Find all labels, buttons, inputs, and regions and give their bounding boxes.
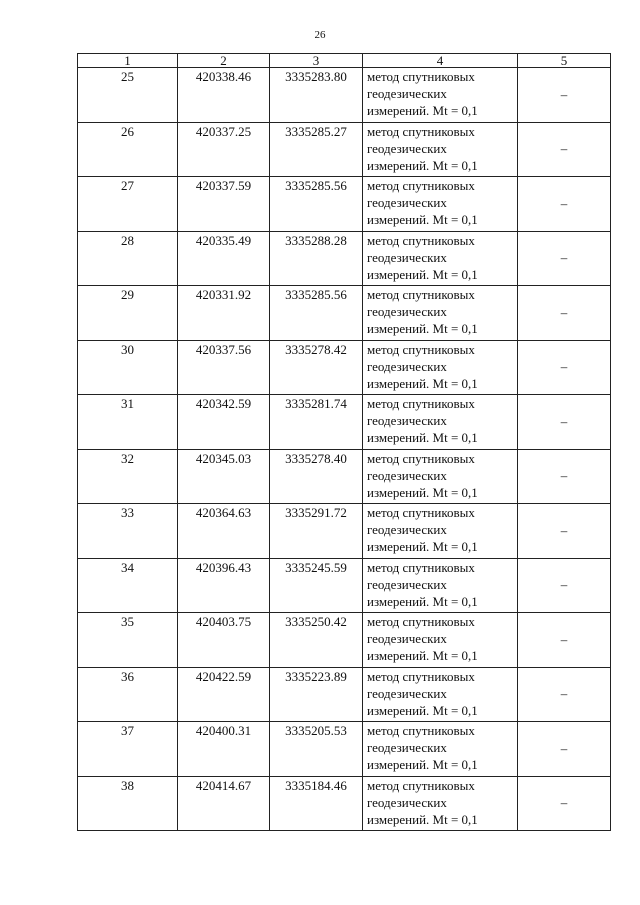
table-row — [78, 449, 611, 504]
point-number: 38 — [78, 776, 178, 831]
table-row — [78, 286, 611, 341]
method-line-3: измерений. Mt = 0,1 — [367, 811, 478, 827]
note-dash: – — [518, 122, 611, 177]
note-dash: – — [518, 340, 611, 395]
method-cell — [363, 286, 518, 341]
y-coordinate: 3335278.42 — [270, 340, 363, 395]
method-line-3: измерений. Mt = 0,1 — [367, 375, 478, 391]
method-line-3: измерений. Mt = 0,1 — [367, 702, 478, 718]
note-dash: – — [518, 667, 611, 722]
y-coordinate: 3335288.28 — [270, 231, 363, 286]
method-line-1: метод спутниковых — [367, 559, 475, 575]
method-line-1: метод спутниковых — [367, 396, 475, 411]
point-number: 28 — [78, 231, 178, 286]
method-cell — [363, 504, 518, 559]
method-line-3: измерений. Mt = 0,1 — [367, 212, 478, 227]
x-coordinate: 420337.59 — [178, 177, 270, 232]
note-dash: – — [518, 776, 611, 831]
method-line-2: геодезических — [367, 740, 447, 755]
method-line-3: измерений. Mt = 0,1 — [367, 266, 478, 282]
method-cell — [363, 395, 518, 450]
x-coordinate: 420403.75 — [178, 613, 270, 668]
method-cell — [363, 231, 518, 286]
y-coordinate: 3335285.56 — [270, 177, 363, 232]
table-row — [78, 722, 611, 777]
method-cell — [363, 449, 518, 504]
x-coordinate: 420335.49 — [178, 231, 270, 286]
point-number: 35 — [78, 613, 178, 668]
x-coordinate: 420337.25 — [178, 122, 270, 177]
x-coordinate: 420364.63 — [178, 504, 270, 559]
method-line-1: метод спутниковых — [367, 232, 475, 248]
y-coordinate: 3335278.40 — [270, 449, 363, 504]
note-dash: – — [518, 177, 611, 232]
method-line-2: геодезических — [367, 358, 447, 374]
x-coordinate: 420342.59 — [178, 395, 270, 450]
header-col-3: 3 — [270, 54, 363, 68]
method-line-1: метод спутниковых — [367, 341, 475, 357]
method-line-1: метод спутниковых — [367, 69, 475, 84]
table-row — [78, 504, 611, 559]
method-cell — [363, 667, 518, 722]
method-line-2: геодезических — [367, 576, 447, 592]
table-row — [78, 613, 611, 668]
note-dash: – — [518, 68, 611, 123]
y-coordinate: 3335281.74 — [270, 395, 363, 450]
method-line-2: геодезических — [367, 140, 447, 156]
method-line-3: измерений. Mt = 0,1 — [367, 484, 478, 500]
point-number: 36 — [78, 667, 178, 722]
y-coordinate: 3335184.46 — [270, 776, 363, 831]
method-line-1: метод спутниковых — [367, 614, 475, 629]
note-dash: – — [518, 558, 611, 613]
method-line-2: геодезических — [367, 304, 447, 319]
point-number: 37 — [78, 722, 178, 777]
method-line-3: измерений. Mt = 0,1 — [367, 539, 478, 554]
method-line-3: измерений. Mt = 0,1 — [367, 593, 478, 609]
method-line-1: метод спутниковых — [367, 668, 475, 684]
method-line-2: геодезических — [367, 195, 447, 210]
note-dash: – — [518, 395, 611, 450]
method-line-3: измерений. Mt = 0,1 — [367, 321, 478, 336]
y-coordinate: 3335285.56 — [270, 286, 363, 341]
table-row — [78, 122, 611, 177]
method-cell — [363, 177, 518, 232]
point-number: 33 — [78, 504, 178, 559]
x-coordinate: 420422.59 — [178, 667, 270, 722]
header-col-2: 2 — [178, 54, 270, 68]
note-dash: – — [518, 722, 611, 777]
header-col-4: 4 — [363, 54, 518, 68]
header-col-5: 5 — [518, 54, 611, 68]
x-coordinate: 420414.67 — [178, 776, 270, 831]
method-cell — [363, 558, 518, 613]
table-row — [78, 340, 611, 395]
method-cell — [363, 122, 518, 177]
x-coordinate: 420331.92 — [178, 286, 270, 341]
method-cell — [363, 340, 518, 395]
method-line-1: метод спутниковых — [367, 723, 475, 738]
method-line-2: геодезических — [367, 631, 447, 646]
y-coordinate: 3335283.80 — [270, 68, 363, 123]
table-row — [78, 68, 611, 123]
method-line-3: измерений. Mt = 0,1 — [367, 648, 478, 663]
method-line-3: измерений. Mt = 0,1 — [367, 757, 478, 772]
method-line-2: геодезических — [367, 794, 447, 810]
note-dash: – — [518, 231, 611, 286]
point-number: 27 — [78, 177, 178, 232]
table-row — [78, 667, 611, 722]
method-cell — [363, 776, 518, 831]
method-cell — [363, 722, 518, 777]
note-dash: – — [518, 613, 611, 668]
coordinates-table — [77, 53, 611, 831]
table-row — [78, 776, 611, 831]
y-coordinate: 3335245.59 — [270, 558, 363, 613]
point-number: 31 — [78, 395, 178, 450]
x-coordinate: 420337.56 — [178, 340, 270, 395]
x-coordinate: 420338.46 — [178, 68, 270, 123]
method-line-2: геодезических — [367, 467, 447, 483]
header-row — [78, 54, 611, 68]
note-dash: – — [518, 286, 611, 341]
x-coordinate: 420400.31 — [178, 722, 270, 777]
point-number: 32 — [78, 449, 178, 504]
point-number: 29 — [78, 286, 178, 341]
table-row — [78, 177, 611, 232]
y-coordinate: 3335285.27 — [270, 122, 363, 177]
method-line-2: геодезических — [367, 249, 447, 265]
y-coordinate: 3335291.72 — [270, 504, 363, 559]
y-coordinate: 3335250.42 — [270, 613, 363, 668]
point-number: 30 — [78, 340, 178, 395]
method-line-2: геодезических — [367, 685, 447, 701]
method-line-1: метод спутниковых — [367, 777, 475, 793]
method-cell — [363, 68, 518, 123]
header-col-1: 1 — [78, 54, 178, 68]
point-number: 34 — [78, 558, 178, 613]
y-coordinate: 3335223.89 — [270, 667, 363, 722]
method-line-1: метод спутниковых — [367, 450, 475, 466]
method-line-3: измерений. Mt = 0,1 — [367, 157, 478, 173]
method-line-1: метод спутниковых — [367, 505, 475, 520]
method-line-2: геодезических — [367, 413, 447, 428]
note-dash: – — [518, 449, 611, 504]
page-number: 26 — [314, 29, 326, 41]
method-line-1: метод спутниковых — [367, 123, 475, 139]
note-dash: – — [518, 504, 611, 559]
method-line-3: измерений. Mt = 0,1 — [367, 430, 478, 445]
point-number: 25 — [78, 68, 178, 123]
method-line-2: геодезических — [367, 86, 447, 101]
method-line-3: измерений. Mt = 0,1 — [367, 103, 478, 118]
method-line-1: метод спутниковых — [367, 287, 475, 302]
method-line-1: метод спутниковых — [367, 178, 475, 193]
y-coordinate: 3335205.53 — [270, 722, 363, 777]
point-number: 26 — [78, 122, 178, 177]
method-line-2: геодезических — [367, 522, 447, 537]
table-row — [78, 231, 611, 286]
x-coordinate: 420396.43 — [178, 558, 270, 613]
x-coordinate: 420345.03 — [178, 449, 270, 504]
table-row — [78, 395, 611, 450]
table-row — [78, 558, 611, 613]
method-cell — [363, 613, 518, 668]
